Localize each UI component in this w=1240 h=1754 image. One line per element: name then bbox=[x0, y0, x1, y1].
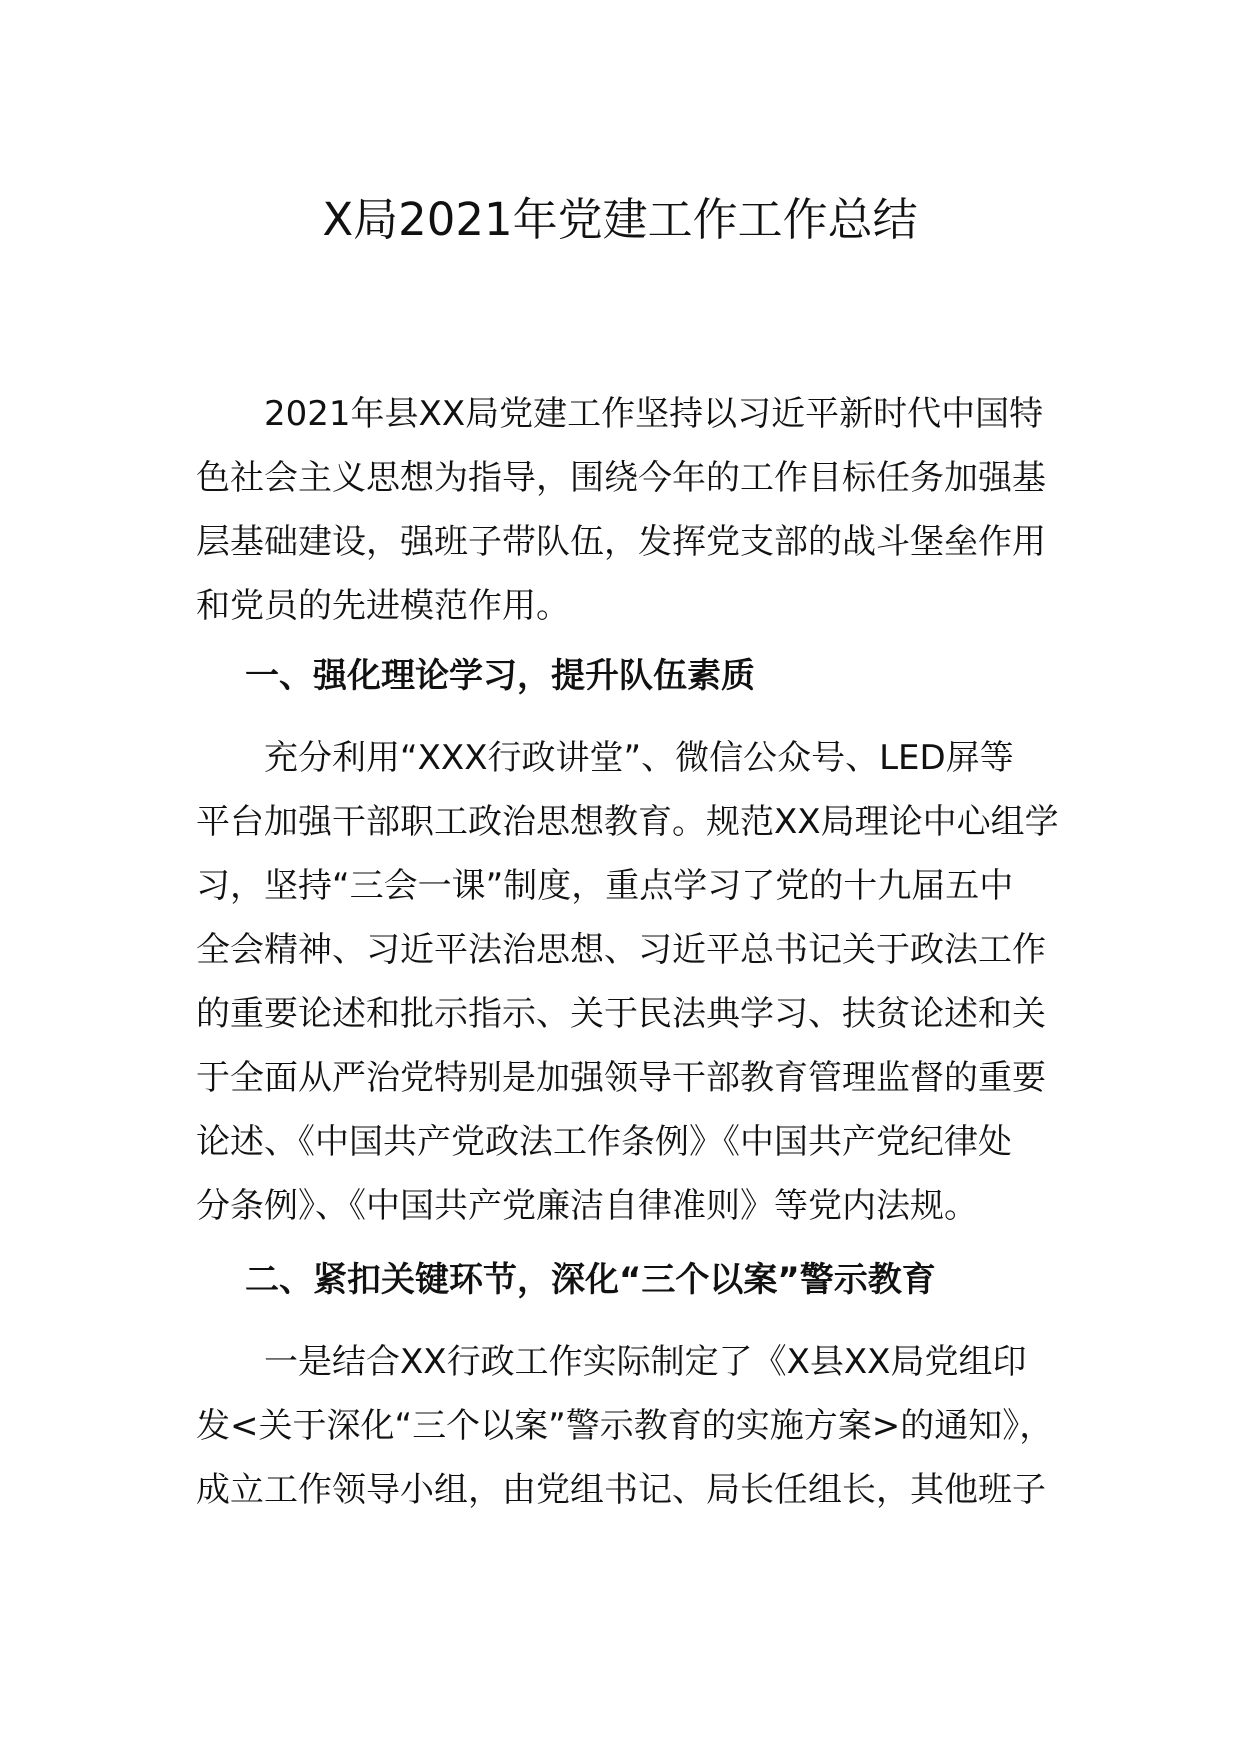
intro-line: 2021年县XX局党建工作坚持以习近平新时代中国特 bbox=[264, 394, 1044, 434]
section-1-line: 分条例》、《中国共产党廉洁自律准则》等党内法规。 bbox=[196, 1186, 978, 1226]
section-1-line: 全会精神、习近平法治思想、习近平总书记关于政法工作 bbox=[196, 930, 1046, 970]
section-1-heading: 一、强化理论学习，提升队伍素质 bbox=[245, 656, 755, 696]
section-1-line: 的重要论述和批示指示、关于民法典学习、扶贫论述和关 bbox=[196, 994, 1046, 1034]
intro-paragraph bbox=[196, 382, 1062, 638]
intro-line: 层基础建设，强班子带队伍，发挥党支部的战斗堡垒作用 bbox=[196, 522, 1046, 562]
section-1-paragraph bbox=[196, 726, 1062, 1238]
section-1-line: 充分利用“XXX行政讲堂”、微信公众号、LED屏等 bbox=[264, 738, 1014, 778]
document-title: X局2021年党建工作工作总结 bbox=[322, 193, 918, 246]
section-2-paragraph bbox=[196, 1330, 1062, 1522]
intro-line: 色社会主义思想为指导，围绕今年的工作目标任务加强基 bbox=[196, 458, 1046, 498]
section-1-line: 习，坚持“三会一课”制度，重点学习了党的十九届五中 bbox=[196, 866, 1014, 906]
intro-line: 和党员的先进模范作用。 bbox=[196, 586, 570, 626]
section-2-heading: 二、紧扣关键环节，深化“三个以案”警示教育 bbox=[245, 1260, 936, 1300]
section-2-line: 一是结合XX行政工作实际制定了《X县XX局党组印 bbox=[264, 1342, 1027, 1382]
section-1-line: 于全面从严治党特别是加强领导干部教育管理监督的重要 bbox=[196, 1058, 1046, 1098]
section-2-line: 成立工作领导小组，由党组书记、局长任组长，其他班子 bbox=[196, 1470, 1046, 1510]
section-2-line: 发<关于深化“三个以案”警示教育的实施方案>的通知》， bbox=[196, 1406, 1054, 1446]
section-1-line: 论述、《中国共产党政法工作条例》《中国共产党纪律处 bbox=[196, 1122, 1012, 1162]
section-1-line: 平台加强干部职工政治思想教育。规范XX局理论中心组学 bbox=[196, 802, 1059, 842]
